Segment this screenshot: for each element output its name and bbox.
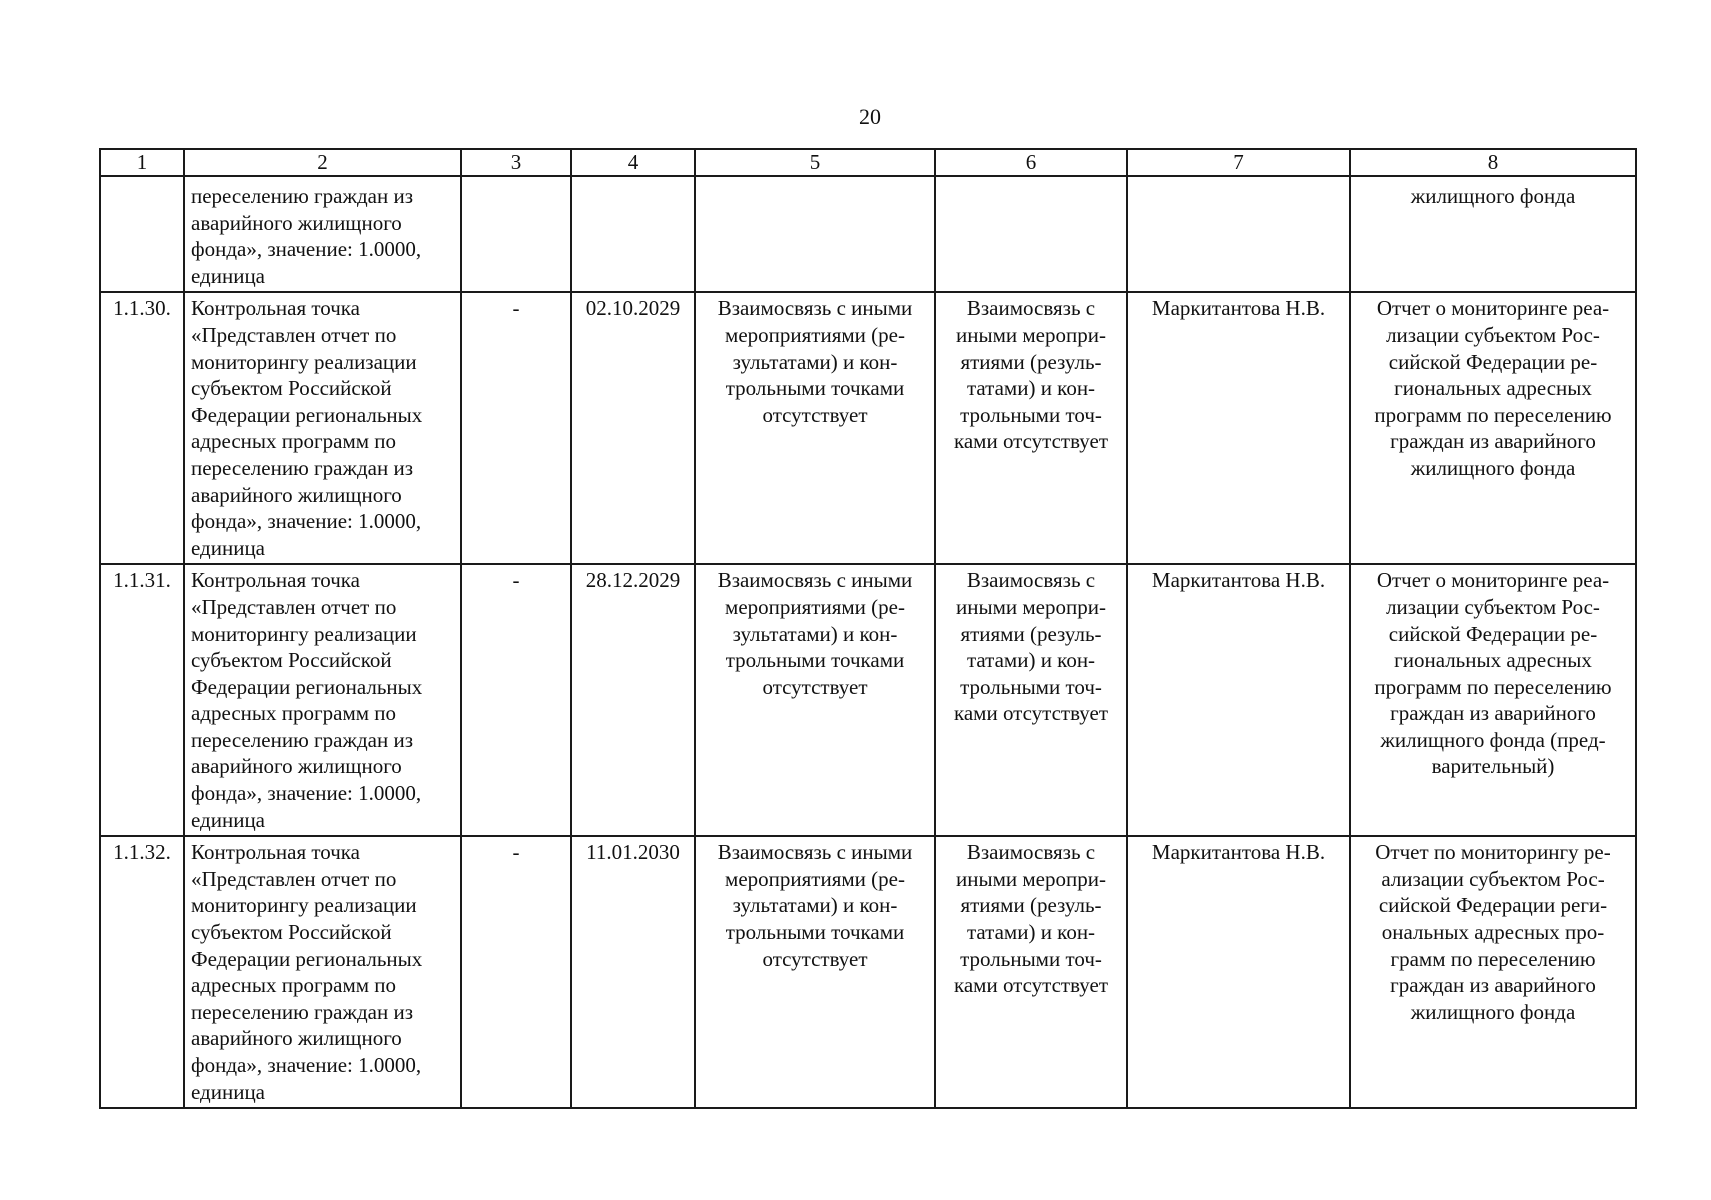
column-header: 7 xyxy=(1127,149,1350,176)
document-cell: Отчет о мониторинге реа-лизации субъектом Рос-сийской Федерации ре-гиональных адресных программ по переселению граждан из аварийного жилищного фонда xyxy=(1350,292,1636,564)
relation-cell: Взаимосвязь с иными мероприятиями (ре-зультатами) и кон-трольными точками отсутствует xyxy=(695,292,935,564)
responsible-cell xyxy=(1127,176,1350,292)
relation-cell: Взаимосвязь с иными мероприятиями (ре-зультатами) и кон-трольными точками отсутствует xyxy=(695,836,935,1108)
column-header: 4 xyxy=(571,149,695,176)
responsible-cell: Маркитантова Н.В. xyxy=(1127,292,1350,564)
item-number-cell: 1.1.32. xyxy=(100,836,184,1108)
table-row xyxy=(100,836,1636,1108)
item-number-cell: 1.1.30. xyxy=(100,292,184,564)
document-cell: Отчет по мониторингу ре-ализации субъектом Рос-сийской Федерации реги-ональных адресных про-грамм по переселению граждан из аварийного жилищного фонда xyxy=(1350,836,1636,1108)
column-header: 2 xyxy=(184,149,461,176)
responsible-cell: Маркитантова Н.В. xyxy=(1127,564,1350,836)
column-header: 3 xyxy=(461,149,571,176)
description-cell: Контрольная точка «Представлен отчет по мониторингу реализации субъектом Российской Федерации региональных адресных программ по переселению граждан из аварийного жилищного фонда», значение: 1.0000, единица xyxy=(184,836,461,1108)
column-header: 6 xyxy=(935,149,1127,176)
relation-cell: Взаимосвязь с иными мероприятиями (ре-зультатами) и кон-трольными точками отсутствует xyxy=(695,564,935,836)
date-cell: 28.12.2029 xyxy=(571,564,695,836)
relation-cell: Взаимосвязь с иными меропри-ятиями (резуль-татами) и кон-трольными точ-ками отсутствует xyxy=(935,564,1127,836)
column-3-cell xyxy=(461,176,571,292)
responsible-cell: Маркитантова Н.В. xyxy=(1127,836,1350,1108)
description-cell: Контрольная точка «Представлен отчет по мониторингу реализации субъектом Российской Федерации региональных адресных программ по переселению граждан из аварийного жилищного фонда», значение: 1.0000, единица xyxy=(184,564,461,836)
control-points-table xyxy=(99,148,1637,1109)
relation-cell: Взаимосвязь с иными меропри-ятиями (резуль-татами) и кон-трольными точ-ками отсутствует xyxy=(935,836,1127,1108)
description-cell: переселению граждан из аварийного жилищного фонда», значение: 1.0000, единица xyxy=(184,176,461,292)
relation-cell: Взаимосвязь с иными меропри-ятиями (резуль-татами) и кон-трольными точ-ками отсутствует xyxy=(935,292,1127,564)
relation-cell xyxy=(935,176,1127,292)
date-cell xyxy=(571,176,695,292)
column-header: 8 xyxy=(1350,149,1636,176)
page-number: 20 xyxy=(859,104,881,129)
item-number-cell: 1.1.31. xyxy=(100,564,184,836)
description-cell: Контрольная точка «Представлен отчет по мониторингу реализации субъектом Российской Федерации региональных адресных программ по переселению граждан из аварийного жилищного фонда», значение: 1.0000, единица xyxy=(184,292,461,564)
table-row xyxy=(100,564,1636,836)
column-header: 5 xyxy=(695,149,935,176)
date-cell: 02.10.2029 xyxy=(571,292,695,564)
date-cell: 11.01.2030 xyxy=(571,836,695,1108)
relation-cell xyxy=(695,176,935,292)
column-3-cell: - xyxy=(461,292,571,564)
document-cell: Отчет о мониторинге реа-лизации субъектом Рос-сийской Федерации ре-гиональных адресных программ по переселению граждан из аварийного жилищного фонда (пред-варительный) xyxy=(1350,564,1636,836)
column-3-cell: - xyxy=(461,836,571,1108)
document-cell: жилищного фонда xyxy=(1350,176,1636,292)
column-3-cell: - xyxy=(461,564,571,836)
column-header: 1 xyxy=(100,149,184,176)
table-row xyxy=(100,292,1636,564)
item-number-cell xyxy=(100,176,184,292)
column-number-header-row xyxy=(100,149,1636,176)
table-row-continuation xyxy=(100,176,1636,292)
